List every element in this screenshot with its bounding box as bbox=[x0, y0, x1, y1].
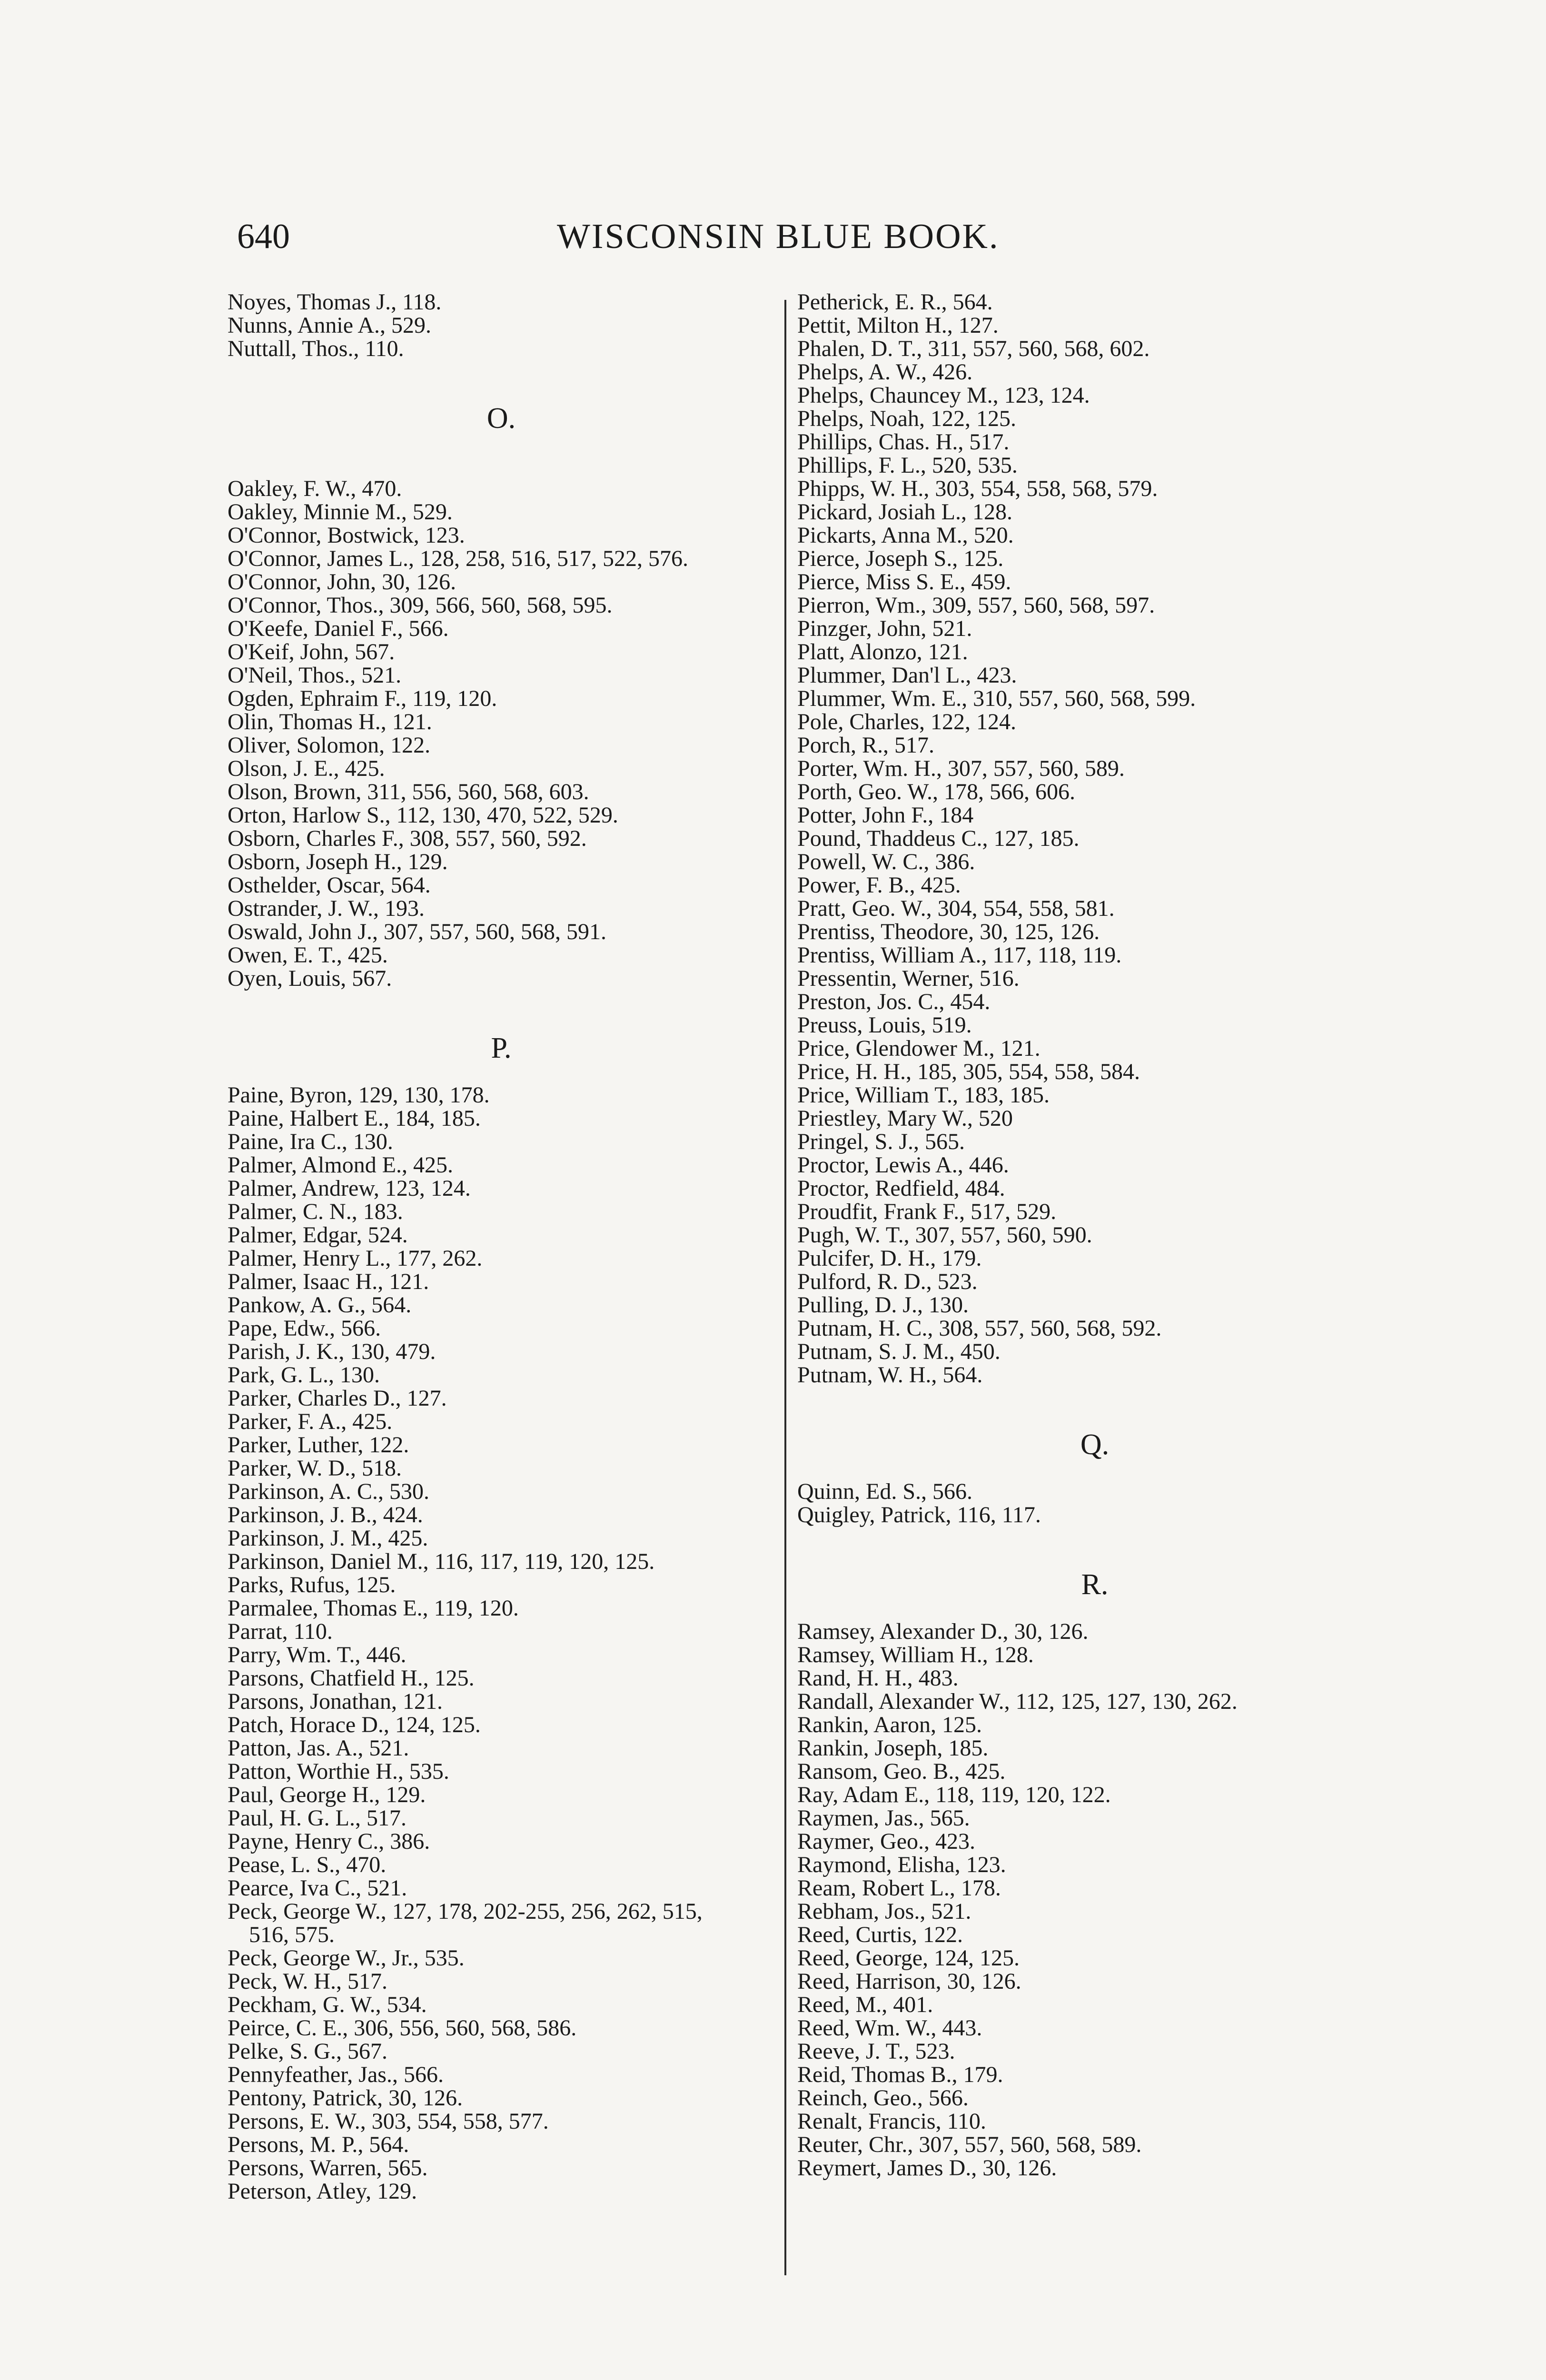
index-entry: Pennyfeather, Jas., 566. bbox=[228, 2062, 444, 2087]
index-entry: O'Connor, James L., 128, 258, 516, 517, 522, 576. bbox=[228, 546, 689, 571]
index-column-left bbox=[228, 290, 775, 2203]
index-entry: Pease, L. S., 470. bbox=[228, 1852, 386, 1877]
column-divider bbox=[784, 300, 786, 2275]
letter-section-heading: Q. bbox=[1080, 1428, 1110, 1461]
index-entry: Reinch, Geo., 566. bbox=[797, 2085, 969, 2111]
index-entry: Ogden, Ephraim F., 119, 120. bbox=[228, 686, 497, 711]
index-entry: Reed, George, 124, 125. bbox=[797, 1945, 1020, 1971]
index-entry: Parish, J. K., 130, 479. bbox=[228, 1339, 436, 1364]
index-entry: Phelps, Chauncey M., 123, 124. bbox=[797, 383, 1090, 408]
index-entry: Pierce, Miss S. E., 459. bbox=[797, 569, 1011, 595]
index-entry: Putnam, H. C., 308, 557, 560, 568, 592. bbox=[797, 1316, 1162, 1341]
index-entry: Palmer, Henry L., 177, 262. bbox=[228, 1246, 483, 1271]
index-entry: Osborn, Joseph H., 129. bbox=[228, 849, 448, 874]
index-entry: Priestley, Mary W., 520 bbox=[797, 1106, 1013, 1131]
index-entry: Nuttall, Thos., 110. bbox=[228, 336, 404, 361]
index-entry: Preston, Jos. C., 454. bbox=[797, 989, 991, 1014]
index-entry: Pearce, Iva C., 521. bbox=[228, 1875, 407, 1901]
index-entry: Nunns, Annie A., 529. bbox=[228, 313, 432, 338]
section-gap bbox=[797, 1527, 1392, 1573]
index-entry: Platt, Alonzo, 121. bbox=[797, 639, 968, 664]
index-entry: O'Keif, John, 567. bbox=[228, 639, 395, 664]
index-entry: Pettit, Milton H., 127. bbox=[797, 313, 999, 338]
index-entry: Paul, George H., 129. bbox=[228, 1782, 426, 1807]
index-entry: Proudfit, Frank F., 517, 529. bbox=[797, 1199, 1057, 1224]
index-entry: Olin, Thomas H., 121. bbox=[228, 709, 432, 734]
index-entry: Plummer, Wm. E., 310, 557, 560, 568, 599. bbox=[797, 686, 1196, 711]
index-entry: Paine, Byron, 129, 130, 178. bbox=[228, 1082, 490, 1108]
index-entry: Putnam, S. J. M., 450. bbox=[797, 1339, 1001, 1364]
index-entry: Reed, M., 401. bbox=[797, 1992, 933, 2017]
index-entry: Pole, Charles, 122, 124. bbox=[797, 709, 1016, 734]
index-entry: Paine, Halbert E., 184, 185. bbox=[228, 1106, 481, 1131]
index-entry: Ostrander, J. W., 193. bbox=[228, 896, 425, 921]
index-entry: Parks, Rufus, 125. bbox=[228, 1572, 396, 1597]
index-entry: Peirce, C. E., 306, 556, 560, 568, 586. bbox=[228, 2015, 577, 2041]
index-entry: Parsons, Chatfield H., 125. bbox=[228, 1666, 475, 1691]
index-entry: Reid, Thomas B., 179. bbox=[797, 2062, 1003, 2087]
index-entry: Payne, Henry C., 386. bbox=[228, 1829, 430, 1854]
index-entry-continuation: 516, 575. bbox=[249, 1922, 335, 1947]
index-entry: Peckham, G. W., 534. bbox=[228, 1992, 427, 2017]
index-entry: Raymer, Geo., 423. bbox=[797, 1829, 975, 1854]
index-entry: Oswald, John J., 307, 557, 560, 568, 591. bbox=[228, 919, 607, 944]
index-entry: O'Keefe, Daniel F., 566. bbox=[228, 616, 449, 641]
index-entry: Parker, Luther, 122. bbox=[228, 1432, 409, 1458]
index-entry: Pickarts, Anna M., 520. bbox=[797, 523, 1014, 548]
index-entry: Porter, Wm. H., 307, 557, 560, 589. bbox=[797, 756, 1125, 781]
section-gap bbox=[228, 990, 775, 1037]
index-entry: Ramsey, Alexander D., 30, 126. bbox=[797, 1619, 1089, 1644]
index-entry: Phalen, D. T., 311, 557, 560, 568, 602. bbox=[797, 336, 1150, 361]
index-entry: Phipps, W. H., 303, 554, 558, 568, 579. bbox=[797, 476, 1158, 501]
index-entry: Palmer, Andrew, 123, 124. bbox=[228, 1176, 471, 1201]
index-entry: Pulling, D. J., 130. bbox=[797, 1292, 969, 1318]
index-entry: Proctor, Lewis A., 446. bbox=[797, 1152, 1009, 1178]
letter-section-heading: R. bbox=[1081, 1568, 1109, 1601]
section-gap bbox=[797, 1387, 1392, 1433]
index-entry: Prentiss, William A., 117, 118, 119. bbox=[797, 942, 1122, 968]
index-entry: Parrat, 110. bbox=[228, 1619, 333, 1644]
index-entry: Reeve, J. T., 523. bbox=[797, 2039, 955, 2064]
index-entry: Preuss, Louis, 519. bbox=[797, 1012, 972, 1038]
section-gap bbox=[228, 430, 775, 477]
index-entry: Phelps, Noah, 122, 125. bbox=[797, 406, 1016, 431]
index-entry: Peck, George W., Jr., 535. bbox=[228, 1945, 465, 1971]
index-entry: Parmalee, Thomas E., 119, 120. bbox=[228, 1596, 519, 1621]
index-entry: Reed, Harrison, 30, 126. bbox=[797, 1969, 1021, 1994]
index-entry: Renalt, Francis, 110. bbox=[797, 2109, 986, 2134]
page-header bbox=[0, 217, 1546, 269]
index-entry: Quinn, Ed. S., 566. bbox=[797, 1479, 973, 1504]
index-entry: Pankow, A. G., 564. bbox=[228, 1292, 412, 1318]
index-entry: Parkinson, J. B., 424. bbox=[228, 1502, 423, 1527]
index-entry: Patton, Jas. A., 521. bbox=[228, 1735, 409, 1761]
index-entry: Power, F. B., 425. bbox=[797, 873, 961, 898]
index-entry: Phelps, A. W., 426. bbox=[797, 359, 973, 385]
index-entry: Proctor, Redfield, 484. bbox=[797, 1176, 1005, 1201]
index-entry: Parker, W. D., 518. bbox=[228, 1456, 402, 1481]
index-entry: Powell, W. C., 386. bbox=[797, 849, 975, 874]
index-entry: Reed, Curtis, 122. bbox=[797, 1922, 963, 1947]
index-entry: Oliver, Solomon, 122. bbox=[228, 733, 431, 758]
index-entry: Parsons, Jonathan, 121. bbox=[228, 1689, 443, 1714]
index-entry: Phillips, Chas. H., 517. bbox=[797, 429, 1010, 455]
index-entry: Reed, Wm. W., 443. bbox=[797, 2015, 982, 2041]
index-entry: Pringel, S. J., 565. bbox=[797, 1129, 965, 1154]
index-entry: Pinzger, John, 521. bbox=[797, 616, 972, 641]
index-entry: Pugh, W. T., 307, 557, 560, 590. bbox=[797, 1222, 1092, 1248]
index-entry: Porch, R., 517. bbox=[797, 733, 934, 758]
index-entry: Ream, Robert L., 178. bbox=[797, 1875, 1001, 1901]
page-number: 640 bbox=[237, 217, 290, 256]
index-entry: Pentony, Patrick, 30, 126. bbox=[228, 2085, 463, 2111]
index-entry: Oakley, F. W., 470. bbox=[228, 476, 402, 501]
index-entry: Prentiss, Theodore, 30, 125, 126. bbox=[797, 919, 1100, 944]
index-entry: Oyen, Louis, 567. bbox=[228, 966, 392, 991]
index-entry: O'Connor, Bostwick, 123. bbox=[228, 523, 465, 548]
index-entry: Ramsey, William H., 128. bbox=[797, 1642, 1034, 1667]
index-entry: Persons, M. P., 564. bbox=[228, 2132, 409, 2157]
index-entry: Pelke, S. G., 567. bbox=[228, 2039, 387, 2064]
index-entry: Persons, Warren, 565. bbox=[228, 2155, 428, 2181]
index-entry: Price, William T., 183, 185. bbox=[797, 1082, 1050, 1108]
index-entry: Pound, Thaddeus C., 127, 185. bbox=[797, 826, 1080, 851]
index-entry: Pressentin, Werner, 516. bbox=[797, 966, 1020, 991]
index-column-right bbox=[797, 290, 1392, 2180]
index-entry: Ray, Adam E., 118, 119, 120, 122. bbox=[797, 1782, 1111, 1807]
index-entry: Rankin, Joseph, 185. bbox=[797, 1735, 989, 1761]
index-entry: Persons, E. W., 303, 554, 558, 577. bbox=[228, 2109, 549, 2134]
index-entry: Price, H. H., 185, 305, 554, 558, 584. bbox=[797, 1059, 1140, 1084]
index-entry: O'Connor, John, 30, 126. bbox=[228, 569, 456, 595]
index-entry: Patton, Worthie H., 535. bbox=[228, 1759, 449, 1784]
running-title: WISCONSIN BLUE BOOK. bbox=[557, 217, 1000, 256]
index-entry: Plummer, Dan'l L., 423. bbox=[797, 663, 1017, 688]
index-entry: Parkinson, J. M., 425. bbox=[228, 1526, 428, 1551]
index-entry: Peterson, Atley, 129. bbox=[228, 2179, 417, 2204]
index-entry: Pierron, Wm., 309, 557, 560, 568, 597. bbox=[797, 593, 1155, 618]
index-entry: Palmer, Almond E., 425. bbox=[228, 1152, 454, 1178]
index-entry: Noyes, Thomas J., 118. bbox=[228, 289, 442, 315]
index-entry: Ransom, Geo. B., 425. bbox=[797, 1759, 1006, 1784]
index-entry: Patch, Horace D., 124, 125. bbox=[228, 1712, 481, 1737]
index-entry: Rebham, Jos., 521. bbox=[797, 1899, 971, 1924]
index-entry: Randall, Alexander W., 112, 125, 127, 130, 262. bbox=[797, 1689, 1238, 1714]
index-entry: Palmer, Edgar, 524. bbox=[228, 1222, 408, 1248]
index-entry: Price, Glendower M., 121. bbox=[797, 1036, 1041, 1061]
index-entry: Osthelder, Oscar, 564. bbox=[228, 873, 431, 898]
index-entry: Parker, F. A., 425. bbox=[228, 1409, 393, 1434]
index-entry: Pape, Edw., 566. bbox=[228, 1316, 381, 1341]
index-entry: Owen, E. T., 425. bbox=[228, 942, 388, 968]
index-entry: Reymert, James D., 30, 126. bbox=[797, 2155, 1057, 2181]
index-entry: Palmer, Isaac H., 121. bbox=[228, 1269, 429, 1294]
index-entry: Parkinson, A. C., 530. bbox=[228, 1479, 430, 1504]
index-entry: Potter, John F., 184 bbox=[797, 803, 974, 828]
index-entry: Olson, Brown, 311, 556, 560, 568, 603. bbox=[228, 779, 589, 804]
index-entry: Pierce, Joseph S., 125. bbox=[797, 546, 1004, 571]
index-entry: Pickard, Josiah L., 128. bbox=[797, 499, 1012, 525]
letter-section-heading: P. bbox=[491, 1032, 512, 1064]
index-entry: Raymond, Elisha, 123. bbox=[797, 1852, 1006, 1877]
section-gap bbox=[228, 360, 775, 407]
index-entry: Petherick, E. R., 564. bbox=[797, 289, 993, 315]
index-entry: Palmer, C. N., 183. bbox=[228, 1199, 403, 1224]
index-entry: Pratt, Geo. W., 304, 554, 558, 581. bbox=[797, 896, 1115, 921]
index-entry: Reuter, Chr., 307, 557, 560, 568, 589. bbox=[797, 2132, 1142, 2157]
index-entry: Pulford, R. D., 523. bbox=[797, 1269, 978, 1294]
index-entry: Rand, H. H., 483. bbox=[797, 1666, 959, 1691]
letter-section-heading: O. bbox=[486, 402, 516, 435]
index-entry: Peck, George W., 127, 178, 202-255, 256, 262, 515, bbox=[228, 1899, 703, 1924]
index-entry: O'Connor, Thos., 309, 566, 560, 568, 595. bbox=[228, 593, 613, 618]
index-entry: Oakley, Minnie M., 529. bbox=[228, 499, 453, 525]
index-entry: Parker, Charles D., 127. bbox=[228, 1386, 447, 1411]
index-entry: Quigley, Patrick, 116, 117. bbox=[797, 1502, 1041, 1527]
index-entry: O'Neil, Thos., 521. bbox=[228, 663, 402, 688]
index-entry: Orton, Harlow S., 112, 130, 470, 522, 529. bbox=[228, 803, 618, 828]
index-entry: Pulcifer, D. H., 179. bbox=[797, 1246, 982, 1271]
index-entry: Raymen, Jas., 565. bbox=[797, 1805, 970, 1831]
index-entry: Parkinson, Daniel M., 116, 117, 119, 120, 125. bbox=[228, 1549, 655, 1574]
index-entry: Paine, Ira C., 130. bbox=[228, 1129, 393, 1154]
index-entry: Park, G. L., 130. bbox=[228, 1362, 380, 1388]
index-entry: Porth, Geo. W., 178, 566, 606. bbox=[797, 779, 1076, 804]
index-entry: Paul, H. G. L., 517. bbox=[228, 1805, 406, 1831]
index-entry: Peck, W. H., 517. bbox=[228, 1969, 387, 1994]
index-entry: Olson, J. E., 425. bbox=[228, 756, 385, 781]
index-entry: Rankin, Aaron, 125. bbox=[797, 1712, 982, 1737]
index-entry: Phillips, F. L., 520, 535. bbox=[797, 453, 1018, 478]
index-entry: Osborn, Charles F., 308, 557, 560, 592. bbox=[228, 826, 587, 851]
index-entry: Putnam, W. H., 564. bbox=[797, 1362, 983, 1388]
index-entry: Parry, Wm. T., 446. bbox=[228, 1642, 406, 1667]
